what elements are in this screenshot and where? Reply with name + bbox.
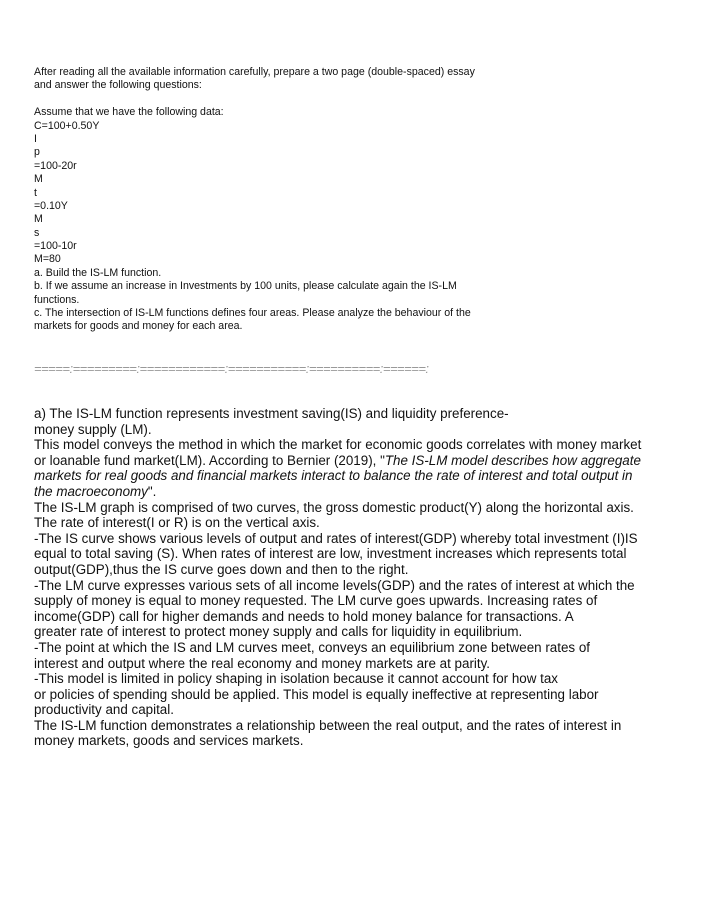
answer-line-quote [34,453,684,469]
answer-line: a) The IS-LM function represents investment saving(IS) and liquidity preference- [34,406,509,421]
investment-equation: =100-20r [34,159,77,172]
investment-symbol: I [34,132,37,145]
quote-text: the macroeconomy [34,483,148,499]
answer-text: ". [147,483,157,499]
answer-line: The rate of interest(I or R) is on the vertical axis. [34,515,320,531]
question-b: b. If we assume an increase in Investments by 100 units, please calculate again the IS-LM [34,280,457,293]
answer-line: money supply (LM). [34,421,152,437]
investment-subscript: p [34,146,40,159]
question-block [34,66,634,334]
question-c-cont: markets for goods and money for each area. [34,320,243,333]
answer-line: supply of money is equal to money requested. The LM curve goes upwards. Increasing rates of [34,593,598,609]
answer-line: money markets, goods and services markets. [34,733,304,749]
answer-line: -This model is limited in policy shaping in isolation because it cannot account for how tax [34,671,558,687]
separator-line: =====:=========:============:===========:==========:======: [34,363,429,375]
question-a: a. Build the IS-LM function. [34,266,162,279]
answer-line: equal to total saving (S). When rates of interest are low, investment increases which represents total [34,546,627,562]
consumption-equation: C=100+0.50Y [34,119,100,132]
question-blank-line [34,93,634,106]
answer-line: -The IS curve shows various levels of output and rates of interest(GDP) whereby total investment (I)IS [34,530,638,546]
answer-line-quote [34,484,684,500]
transaction-money-equation: =0.10Y [34,199,68,212]
answer-line: output(GDP),thus the IS curve goes down and then to the right. [34,561,409,577]
answer-line: This model conveys the method in which the market for economic goods correlates with money market [34,437,642,453]
answer-line: or policies of spending should be applied. This model is equally ineffective at representing labor [34,686,599,702]
answer-line: greater rate of interest to protect money supply and calls for liquidity in equilibrium. [34,624,523,640]
speculative-money-subscript: s [34,226,40,239]
answer-line: productivity and capital. [34,702,174,718]
answer-line: The IS-LM function demonstrates a relationship between the real output, and the rates of interest in [34,717,622,733]
question-line: and answer the following questions: [34,79,202,92]
answer-line: interest and output where the real economy and money markets are at parity. [34,655,491,671]
quote-text: The IS-LM model describes how aggregate [384,452,641,468]
transaction-money-symbol: M [34,173,43,186]
money-supply-equation: M=80 [34,253,61,266]
transaction-money-subscript: t [34,186,37,199]
data-heading: Assume that we have the following data: [34,106,224,119]
question-c: c. The intersection of IS-LM functions defines four areas. Please analyze the behaviour of the [34,307,471,320]
answer-text: or loanable fund market(LM). According to Bernier (2019), " [34,452,385,468]
question-line: After reading all the available information carefully, prepare a two page (double-spaced) essay [34,66,475,78]
question-b-cont: functions. [34,293,80,306]
speculative-money-equation: =100-10r [34,240,77,253]
answer-line: -The point at which the IS and LM curves meet, conveys an equilibrium zone between rates of [34,639,591,655]
answer-line: The IS-LM graph is comprised of two curves, the gross domestic product(Y) along the horizontal axis. [34,499,634,515]
answer-block [34,406,684,749]
answer-line-quote [34,468,684,484]
quote-text: markets for real goods and financial markets interact to balance the rate of interest and total output in [34,468,633,484]
speculative-money-symbol: M [34,213,43,226]
answer-line: -The LM curve expresses various sets of all income levels(GDP) and the rates of interest at which the [34,577,635,593]
answer-line: income(GDP) call for higher demands and needs to hold money balance for transactions. A [34,608,574,624]
